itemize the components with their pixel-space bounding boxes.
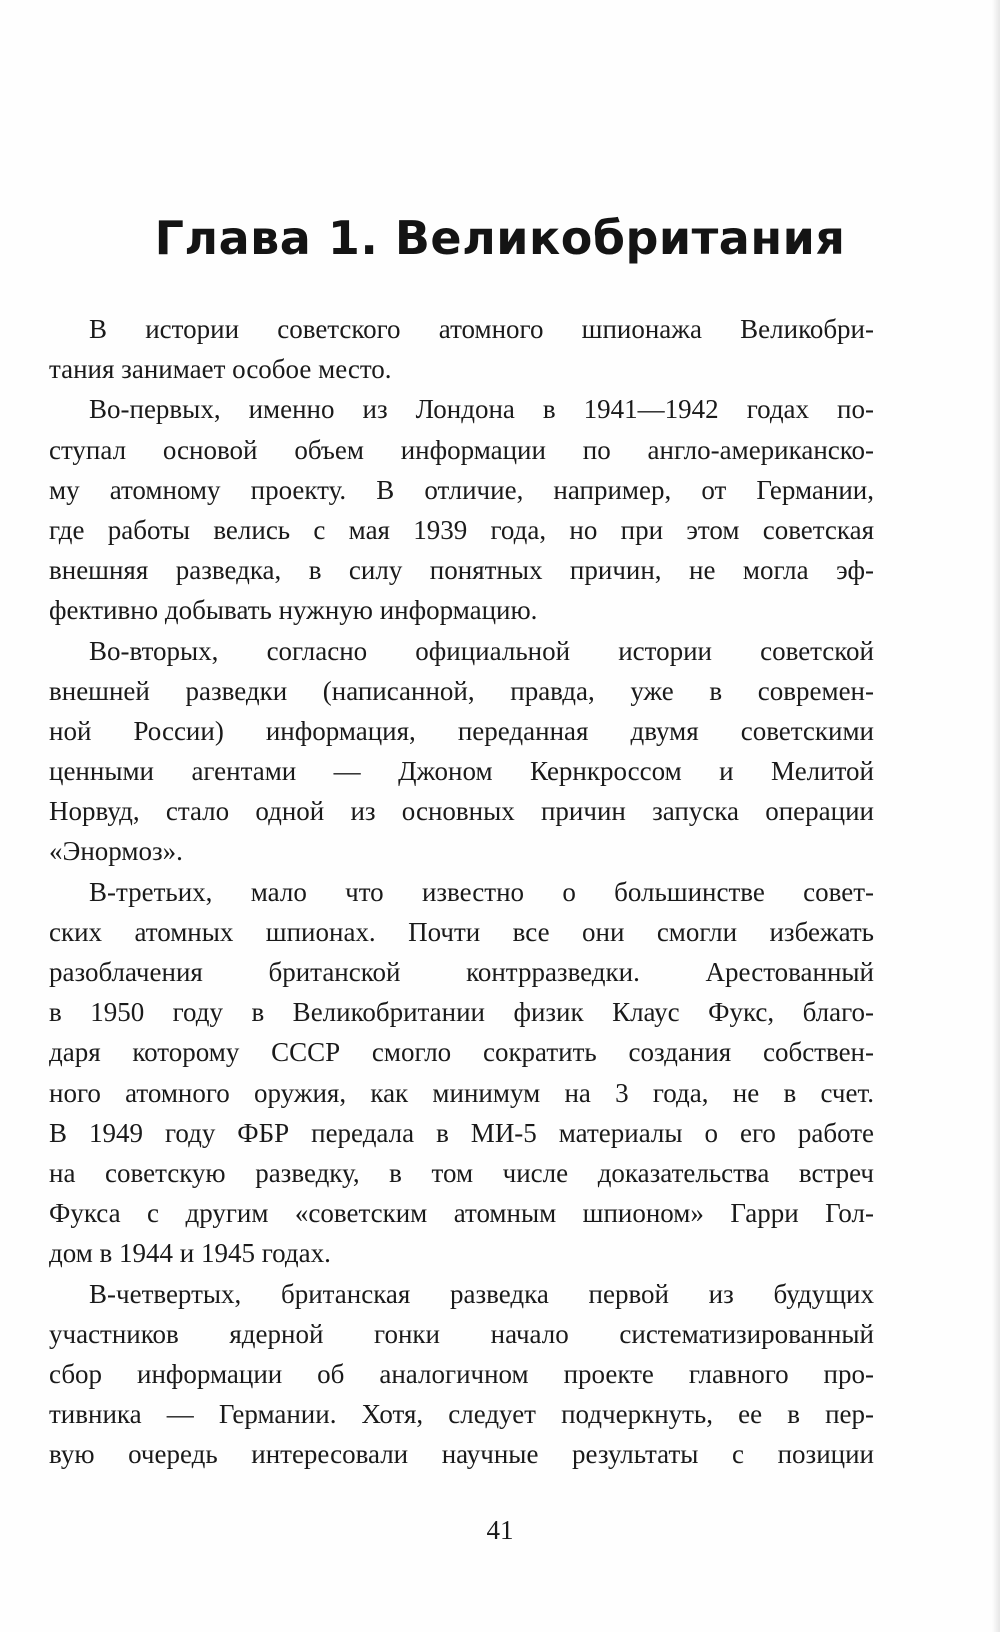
text-line: тивника — Германии. Хотя, следует подчеркнуть, ее в пер- xyxy=(49,1399,874,1430)
text-line: на советскую разведку, в том числе доказательства встреч xyxy=(49,1157,874,1188)
text-line: тания занимает особое место. xyxy=(49,354,392,385)
text-line: ного атомного оружия, как минимум на 3 года, не в счет. xyxy=(49,1077,874,1108)
text-line: ступал основой объем информации по англо-американско- xyxy=(49,434,874,465)
text-line: Норвуд, стало одной из основных причин запуска операции xyxy=(49,796,874,827)
text-line: ценными агентами — Джоном Кернкроссом и Мелитой xyxy=(49,756,874,787)
paragraph xyxy=(49,309,874,389)
text-line: даря которому СССР смогло сократить создания собствен- xyxy=(49,1037,874,1068)
text-line: Во-первых, именно из Лондона в 1941—1942 годах по- xyxy=(89,394,874,425)
paragraph xyxy=(49,631,874,872)
text-line: в 1950 году в Великобритании физик Клаус Фукс, благо- xyxy=(49,997,874,1028)
text-line: где работы велись с мая 1939 года, но при этом советская xyxy=(49,514,874,545)
text-line: вую очередь интересовали научные результаты с позиции xyxy=(49,1439,874,1470)
text-line: В истории советского атомного шпионажа Великобри- xyxy=(89,314,874,344)
chapter-body xyxy=(49,309,874,1474)
chapter-title: Глава 1. Великобритания xyxy=(154,211,846,265)
paragraph xyxy=(49,389,874,630)
text-line: внешней разведки (написанной, правда, уже в современ- xyxy=(49,675,874,706)
text-line: разоблачения британской контрразведки. Арестованный xyxy=(49,957,874,987)
text-line: Фукса с другим «советским атомным шпионом» Гарри Гол- xyxy=(49,1198,874,1229)
text-line: сбор информации об аналогичном проекте главного про- xyxy=(49,1358,874,1389)
paragraph xyxy=(49,1274,874,1475)
text-line: ной России) информация, переданная двумя советскими xyxy=(49,715,874,746)
text-line: фективно добывать нужную информацию. xyxy=(49,595,538,626)
text-line: Во-вторых, согласно официальной истории советской xyxy=(89,635,874,666)
text-line: В-третьих, мало что известно о большинстве совет- xyxy=(89,876,874,907)
text-line: дом в 1944 и 1945 годах. xyxy=(49,1238,331,1269)
paragraph xyxy=(49,872,874,1274)
text-line: му атомному проекту. В отличие, например, от Германии, xyxy=(49,474,874,505)
text-line: «Энормоз». xyxy=(49,836,183,867)
text-line: В 1949 году ФБР передала в МИ-5 материалы о его работе xyxy=(49,1117,874,1148)
text-line: участников ядерной гонки начало систематизированный xyxy=(49,1318,874,1349)
text-line: внешняя разведка, в силу понятных причин, не могла эф- xyxy=(49,555,874,586)
page-number: 41 xyxy=(486,1515,514,1545)
text-line: ских атомных шпионах. Почти все они смогли избежать xyxy=(49,916,874,947)
text-line: В-четвертых, британская разведка первой из будущих xyxy=(89,1278,874,1309)
